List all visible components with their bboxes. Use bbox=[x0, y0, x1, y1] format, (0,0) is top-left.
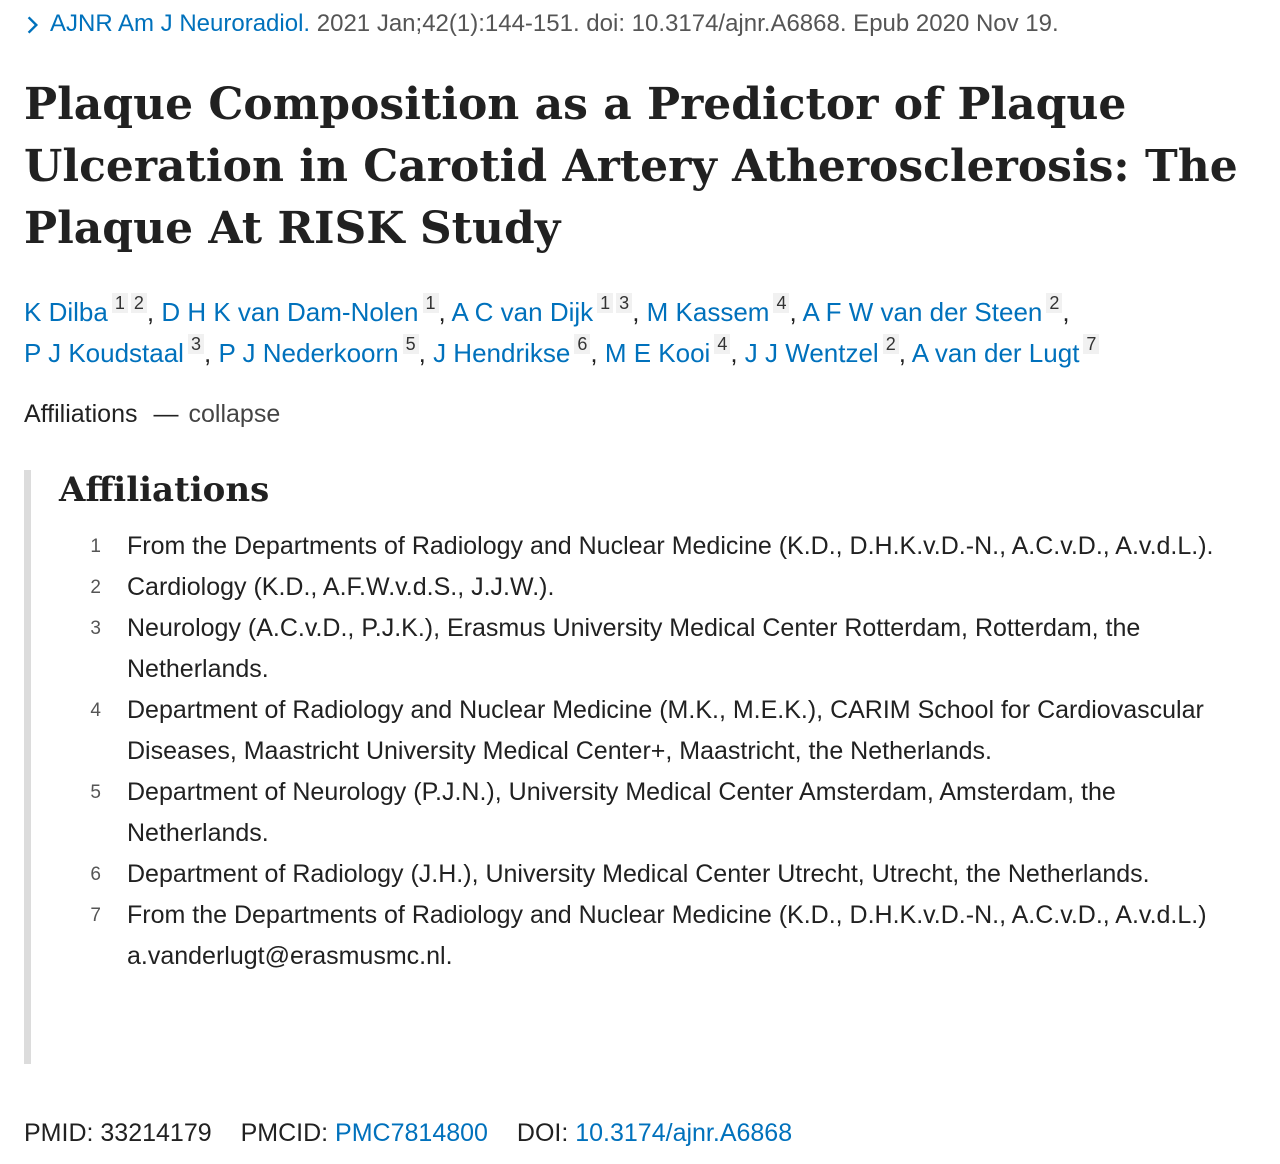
author-link[interactable]: K Dilba bbox=[24, 297, 108, 327]
affiliation-ref[interactable]: 3 bbox=[188, 334, 204, 354]
toggle-dash: — bbox=[153, 400, 179, 428]
author-link[interactable]: D H K van Dam-Nolen bbox=[161, 297, 419, 327]
author-item bbox=[161, 293, 438, 327]
collapse-button[interactable]: collapse bbox=[188, 400, 281, 428]
affiliation-ref[interactable]: 4 bbox=[773, 293, 789, 313]
affiliations-toggle-label: Affiliations bbox=[24, 400, 138, 428]
affiliation-text: Neurology (A.C.v.D., P.J.K.), Erasmus University Medical Center Rotterdam, Rotterdam, the Netherlands. bbox=[127, 614, 1141, 683]
affiliation-text: Department of Radiology (J.H.), University Medical Center Utrecht, Utrecht, the Netherlands. bbox=[127, 860, 1150, 888]
affiliation-ref[interactable]: 3 bbox=[616, 293, 632, 313]
author-item bbox=[646, 293, 790, 327]
author-link[interactable]: M Kassem bbox=[646, 297, 770, 327]
affiliation-number: 4 bbox=[90, 700, 101, 721]
affiliation-ref[interactable]: 2 bbox=[131, 293, 147, 313]
author-item bbox=[24, 293, 147, 327]
author-link[interactable]: J Hendrikse bbox=[433, 338, 571, 368]
affiliations-heading: Affiliations bbox=[59, 470, 270, 510]
affiliation-item bbox=[59, 772, 1264, 854]
affiliation-ref[interactable]: 6 bbox=[574, 334, 590, 354]
affiliation-number: 6 bbox=[90, 864, 101, 885]
affiliation-item bbox=[59, 526, 1264, 567]
author-link[interactable]: P J Nederkoorn bbox=[218, 338, 399, 368]
affiliations-toggle[interactable] bbox=[24, 396, 280, 432]
author-link[interactable]: A C van Dijk bbox=[451, 297, 594, 327]
affiliation-number: 5 bbox=[90, 782, 101, 803]
affiliations-list bbox=[59, 526, 1264, 977]
affiliation-number: 3 bbox=[90, 618, 101, 639]
citation-line bbox=[24, 8, 1264, 45]
affiliation-item bbox=[59, 690, 1264, 772]
affiliation-ref[interactable]: 1 bbox=[423, 293, 439, 313]
pmcid-link[interactable]: PMC7814800 bbox=[335, 1119, 488, 1147]
author-item bbox=[451, 293, 633, 327]
pmid-label: PMID: bbox=[24, 1119, 94, 1147]
affiliation-ref[interactable]: 2 bbox=[1046, 293, 1062, 313]
author-link[interactable]: P J Koudstaal bbox=[24, 338, 184, 368]
author-item bbox=[604, 334, 731, 368]
affiliation-ref[interactable]: 1 bbox=[112, 293, 128, 313]
affiliation-ref[interactable]: 5 bbox=[403, 334, 419, 354]
author-list: K Dilba $^1$ $^2$ , D H K van Dam-Nolen $^1$ , A C van Dijk $^1$ $^3$ , M Kassem $^4$ , A F W van der Steen $^2$ , P J Koudstaal $^3$ , P J Nederkoorn $^5$ , J Hendrikse $^6$ , M E Kooi $^4$ , J J Wentzel $^2$ , A van der Lugt $^7$ bbox=[24, 292, 1264, 374]
author-link[interactable]: A F W van der Steen bbox=[802, 297, 1043, 327]
affiliation-text: Department of Radiology and Nuclear Medicine (M.K., M.E.K.), CARIM School for Cardiovascular Diseases, Maastricht University Medical Center+, Maastricht, the Netherlands. bbox=[127, 696, 1204, 765]
author-link[interactable]: J J Wentzel bbox=[744, 338, 879, 368]
page-title: Plaque Composition as a Predictor of Plaque Ulceration in Carotid Artery Atherosclerosis: The Plaque At RISK Study bbox=[24, 79, 1238, 254]
author-item bbox=[911, 334, 1100, 368]
article-identifiers bbox=[24, 1115, 792, 1151]
chevron-right-icon[interactable] bbox=[24, 8, 50, 45]
affiliation-number: 7 bbox=[90, 905, 101, 926]
affiliation-ref[interactable]: 4 bbox=[714, 334, 730, 354]
affiliation-item bbox=[59, 567, 1264, 608]
doi-label: DOI: bbox=[516, 1119, 569, 1147]
author-item bbox=[24, 334, 204, 368]
affiliations-panel bbox=[24, 470, 1264, 1064]
author-item bbox=[802, 293, 1062, 327]
journal-link[interactable]: AJNR Am J Neuroradiol. bbox=[50, 10, 311, 37]
affiliation-number: 1 bbox=[90, 536, 101, 557]
author-link[interactable]: M E Kooi bbox=[604, 338, 711, 368]
doi-link[interactable]: 10.3174/ajnr.A6868 bbox=[575, 1119, 793, 1147]
pmcid-label: PMCID: bbox=[240, 1119, 329, 1147]
affiliation-text: From the Departments of Radiology and Nuclear Medicine (K.D., D.H.K.v.D.-N., A.C.v.D., A.v.d.L.) a.vanderlugt@erasmusmc.nl. bbox=[127, 901, 1207, 970]
author-link[interactable]: A van der Lugt bbox=[911, 338, 1080, 368]
affiliation-ref[interactable]: 1 bbox=[597, 293, 613, 313]
affiliation-item bbox=[59, 854, 1264, 895]
affiliation-item bbox=[59, 895, 1264, 977]
affiliation-text: Cardiology (K.D., A.F.W.v.d.S., J.J.W.). bbox=[127, 573, 555, 601]
affiliation-item bbox=[59, 608, 1264, 690]
author-item bbox=[744, 334, 899, 368]
pmid-value: 33214179 bbox=[100, 1119, 212, 1147]
affiliation-text: Department of Neurology (P.J.N.), University Medical Center Amsterdam, Amsterdam, the Netherlands. bbox=[127, 778, 1116, 847]
author-item bbox=[433, 334, 590, 368]
citation-details: 2021 Jan;42(1):144-151. doi: 10.3174/ajnr.A6868. Epub 2020 Nov 19. bbox=[316, 10, 1059, 37]
affiliation-number: 2 bbox=[90, 577, 101, 598]
affiliation-text: From the Departments of Radiology and Nuclear Medicine (K.D., D.H.K.v.D.-N., A.C.v.D., A.v.d.L.). bbox=[127, 532, 1214, 560]
affiliation-ref[interactable]: 2 bbox=[883, 334, 899, 354]
affiliation-ref[interactable]: 7 bbox=[1083, 334, 1099, 354]
author-item bbox=[218, 334, 418, 368]
